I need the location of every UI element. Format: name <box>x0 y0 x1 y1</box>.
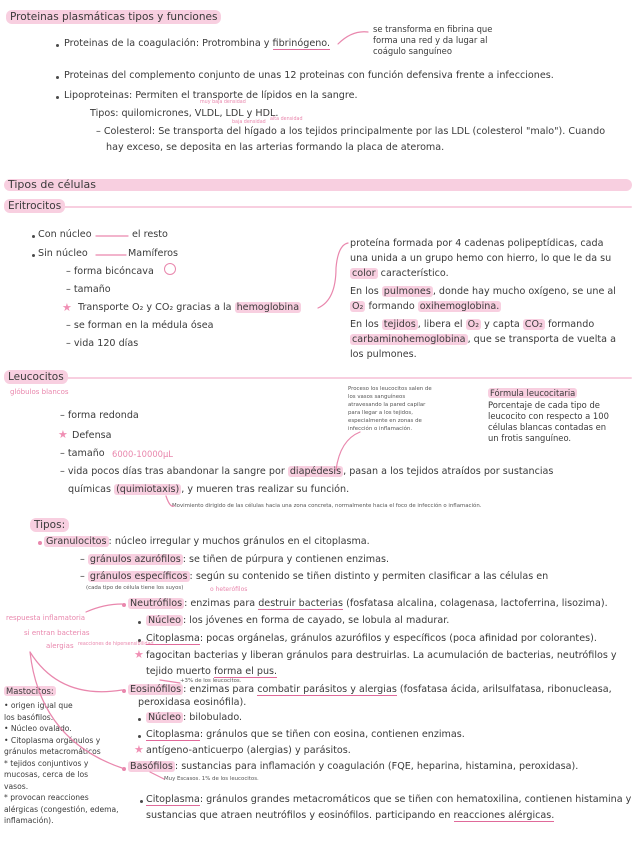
formula-text: Porcentaje de cada tipo de leucocito con respecto a 100 células blancas contadas en un frotis sanguíneo. <box>488 400 609 443</box>
neut-pus: tejido muerto forma el pus. <box>146 666 278 677</box>
arrow-icon <box>150 772 164 779</box>
bas-porcentaje: Muy Escasos. 1% de los leucocitos. <box>164 776 259 782</box>
item-tipos-lipo: Tipos: quilomicrones, VLDL, LDL y HDL. <box>90 108 279 119</box>
pink-star-icon: ★ <box>62 301 72 314</box>
leuco-defensa: Defensa <box>72 430 112 441</box>
arrow-icon <box>160 680 180 683</box>
bullet-icon <box>138 718 141 721</box>
respuesta-inflamatoria: respuesta inflamatoria <box>6 614 86 622</box>
leuco-tamano: – tamaño <box>60 448 105 459</box>
leuco-vida-1: – vida pocos días tras abandonar la sangre por diapédesis , pasan a los tejidos atraídos por sustancias <box>60 466 554 477</box>
bullet-icon <box>56 96 59 99</box>
pink-star-icon: ★ <box>134 648 144 661</box>
granulos-especificos: – gránulos específicos : según su contenido se tiñen distinto y permiten clasificar a las células en <box>80 571 549 582</box>
arrow-icon <box>318 243 348 308</box>
bullet-icon <box>32 235 35 238</box>
si-entran-bacterias: si entran bacterias <box>24 629 90 637</box>
alergias-label: alergias <box>46 642 74 650</box>
bullet-icon <box>140 800 143 803</box>
eosinofilos: Eosinófilos : enzimas para combatir parásitos y alergias (fosfatasa ácida, arilsulfatasa, ribonucleasa, <box>130 684 612 695</box>
pink-star-icon: ★ <box>58 428 68 441</box>
item-complemento: Proteinas del complemento conjunto de unas 12 proteinas con función defensiva frente a infecciones. <box>64 70 554 81</box>
bullet-icon <box>122 689 126 693</box>
bullet-icon <box>56 44 59 47</box>
eos-nucleo: Núcleo : bilobulado. <box>148 712 243 723</box>
item-colesterol-2: hay exceso, se deposita en las arterias formando la placa de ateroma. <box>106 142 445 153</box>
tejidos-explicacion: En los tejidos , libera el O₂ y capta CO₂ formando carbaminohemoglobina , que se transporta de vuelta a los pulmones. <box>350 319 616 360</box>
especificos-note: (cada tipo de célula tiene los suyos) <box>86 585 184 591</box>
bas-citoplasma: Citoplasma: gránulos grandes metacromáticos que se tiñen con hematoxilina, contienen histamina y <box>146 794 632 805</box>
note-vldl: muy baja densidad <box>200 100 246 105</box>
bullet-icon <box>38 541 42 545</box>
arrow-icon <box>86 604 122 612</box>
section-rule <box>4 377 632 379</box>
reacciones-hipersensibilidad: reacciones de hipersensibilidad <box>78 642 154 647</box>
item-colesterol-1: – Colesterol: Se transporta del hígado a los tejidos principalmente por las LDL (colesterol "malo"). Cuando <box>96 126 606 137</box>
section-title-leucocitos: Leucocitos <box>4 370 68 384</box>
tamano: – tamaño <box>66 284 111 295</box>
granulocitos: Granulocitos : núcleo irregular y muchos gránulos en el citoplasma. <box>46 536 370 547</box>
arrow-icon <box>338 32 368 44</box>
sin-nucleo: Sin núcleo <box>38 248 88 259</box>
leuco-forma: – forma redonda <box>60 410 139 421</box>
fibrinogeno-note: se transforma en fibrina que forma una red y da lugar al coágulo sanguíneo <box>373 24 493 56</box>
mastocitos-list: • origen igual que los basófilos. • Núcleo ovalado. • Citoplasma orgánulos y gránulos metacromáticos * tejidos conjuntivos y mucosas, cerca de los vasos. * provocan reacciones alérgicas (congestión, edema, inflamación). <box>4 701 119 825</box>
arrow-icon <box>336 432 360 470</box>
bullet-icon <box>122 603 126 607</box>
neut-nucleo: Núcleo : los jóvenes en forma de cayado, se lobula al madurar. <box>148 615 450 626</box>
neutrofilos: Neutrófilos : enzimas para destruir bacterias (fosfatasa alcalina, colagenasa, lactoferrina, lisozima). <box>130 598 608 609</box>
transporte: Transporte O₂ y CO₂ gracias a la hemoglobina <box>78 302 300 313</box>
cell-circle-icon <box>164 263 176 275</box>
pulmones-explicacion: En los pulmones , donde hay mucho oxígeno, se une al O₂ formando oxihemoglobina. <box>350 286 616 312</box>
eos-antigeno: antígeno-anticuerpo (alergias) y parásitos. <box>146 745 351 756</box>
bullet-icon <box>56 76 59 79</box>
bullet-icon <box>32 254 35 257</box>
section-rule <box>4 206 632 208</box>
bullet-icon <box>122 767 126 771</box>
section-title-proteinas: Proteinas plasmáticas tipos y funciones <box>6 10 221 24</box>
eos-citoplasma: Citoplasma: gránulos que se tiñen con eosina, contienen enzimas. <box>146 729 465 740</box>
basofilos: Basófilos : sustancias para inflamación y coagulación (FQE, heparina, histamina, peroxidasa). <box>130 761 579 772</box>
eosinofilos-2: peroxidasa eosinófila). <box>138 697 247 708</box>
medula: – se forman en la médula ósea <box>66 320 214 331</box>
note-ldl: baja densidad <box>232 120 266 125</box>
hemoglobina-explicacion: proteína formada por 4 cadenas polipeptídicas, cada una unida a un grupo hemo con hierro, lo que le da su color característico. <box>350 238 612 279</box>
mamiferos: Mamíferos <box>128 248 179 259</box>
neut-porcentaje: +3% de los leucocitos. <box>180 678 242 684</box>
mastocitos-title: Mastocitos: <box>6 686 54 696</box>
section-bar <box>4 179 632 191</box>
leucocitos-subtitle: glóbulos blancos <box>10 388 69 396</box>
diapedesis-note: Proceso los leucocitos salen de los vasos sanguíneos atravesando la pared capilar para llegar a los tejidos, especialmente en zonas de infección o inflamación. <box>348 386 432 432</box>
note-hdl: alta densidad <box>270 117 303 122</box>
forma-biconcava: – forma bicóncava <box>66 266 154 277</box>
heterofilos-note: o heterófilos <box>210 586 248 593</box>
formula-title: Fórmula leucocitaria <box>490 388 576 398</box>
neut-citoplasma: Citoplasma: pocas orgánelas, gránulos azurófilos y específicos (poca afinidad por colorantes). <box>146 633 597 644</box>
con-nucleo: Con núcleo <box>38 229 92 240</box>
item-coagulacion: Proteinas de la coagulación: Protrombina y fibrinógeno. <box>64 38 331 49</box>
bullet-icon <box>138 621 141 624</box>
leuco-vida-2: químicas (quimiotaxis) , y mueren tras realizar su función. <box>68 484 350 495</box>
pink-star-icon: ★ <box>134 743 144 756</box>
section-title-tipos: Tipos: <box>30 518 69 532</box>
bas-citoplasma-2: sustancias que atraen neutrófilos y eosinófilos. participando en reacciones alérgicas. <box>146 810 555 821</box>
el-resto: el resto <box>132 229 168 240</box>
vida: – vida 120 días <box>66 338 139 349</box>
bullet-icon <box>138 639 141 642</box>
neut-fagocitan: fagocitan bacterias y liberan gránulos para destruirlas. La acumulación de bacterias, neutrófilos y <box>146 650 617 661</box>
granulos-azurofilos: – gránulos azurófilos : se tiñen de púrpura y contienen enzimas. <box>80 554 390 565</box>
leuco-tamano-valor: 6000-10000μL <box>112 449 173 459</box>
section-title-eritrocitos: Eritrocitos <box>4 199 65 213</box>
bullet-icon <box>138 735 141 738</box>
item-lipoproteinas: Lipoproteinas: Permiten el transporte de lípidos en la sangre. <box>64 90 358 101</box>
quimiotaxis-note: Movimiento dirigido de las células hacia una zona concreta, normalmente hacia el foco de infección o inflamación. <box>172 503 482 509</box>
section-title-tipos-celulas: Tipos de células <box>8 178 96 191</box>
